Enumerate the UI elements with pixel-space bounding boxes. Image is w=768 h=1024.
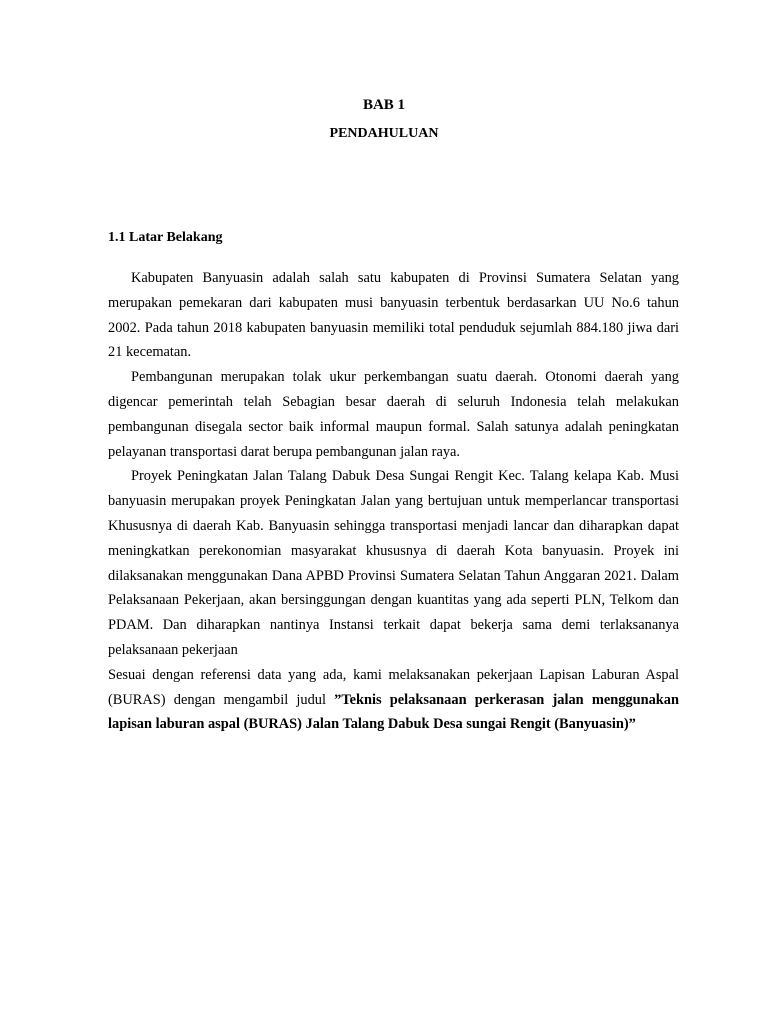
paragraph-3: Proyek Peningkatan Jalan Talang Dabuk Desa Sungai Rengit Kec. Talang kelapa Kab. Musi banyuasin merupakan proyek Peningkatan Jalan yang bertujuan untuk memperlancar transportasi Khususnya di daerah Kab. Banyuasin sehingga transportasi menjadi lancar dan diharapkan dapat meningkatkan perekonomian masyarakat khususnya di daerah Kota banyuasin. Proyek ini dilaksanakan menggunakan Dana APBD Provinsi Sumatera Selatan Tahun Anggaran 2021. Dalam Pelaksanaan Pekerjaan, akan bersinggungan dengan kuantitas yang ada seperti PLN, Telkom dan PDAM. Dan diharapkan nantinya Instansi terkait dapat bekerja sama demi terlaksananya pelaksanaan pekerjaan xyxy=(108,468,679,658)
chapter-title: PENDAHULUAN xyxy=(329,126,439,141)
paragraph-2: Pembangunan merupakan tolak ukur perkembangan suatu daerah. Otonomi daerah yang digencar pemerintah telah Sebagian besar daerah di seluruh Indonesia telah melakukan pembangunan disegala sector baik informal maupun formal. Salah satunya adalah peningkatan pelayanan transportasi darat berupa pembangunan jalan raya. xyxy=(108,369,679,460)
report-title-text: ”Teknis pelaksanaan perkerasan jalan menggunakan lapisan laburan aspal (BURAS) Jalan Talang Dabuk Desa sungai Rengit (Banyuasin)” xyxy=(108,691,680,733)
body-text xyxy=(108,266,679,737)
closing-lead-text: Sesuai dengan referensi data yang ada, kami melaksanakan pekerjaan Lapisan Laburan Aspal (BURAS) dengan mengambil judul xyxy=(108,666,679,708)
chapter-label: BAB 1 xyxy=(362,97,406,113)
section-heading: 1.1 Latar Belakang xyxy=(108,230,223,245)
paragraph-4 xyxy=(108,663,679,737)
paragraph-1: Kabupaten Banyuasin adalah salah satu kabupaten di Provinsi Sumatera Selatan yang merupakan pemekaran dari kabupaten musi banyuasin terbentuk berdasarkan UU No.6 tahun 2002. Pada tahun 2018 kabupaten banyuasin memiliki total penduduk sejumlah 884.180 jiwa dari 21 kecematan. xyxy=(108,270,679,361)
